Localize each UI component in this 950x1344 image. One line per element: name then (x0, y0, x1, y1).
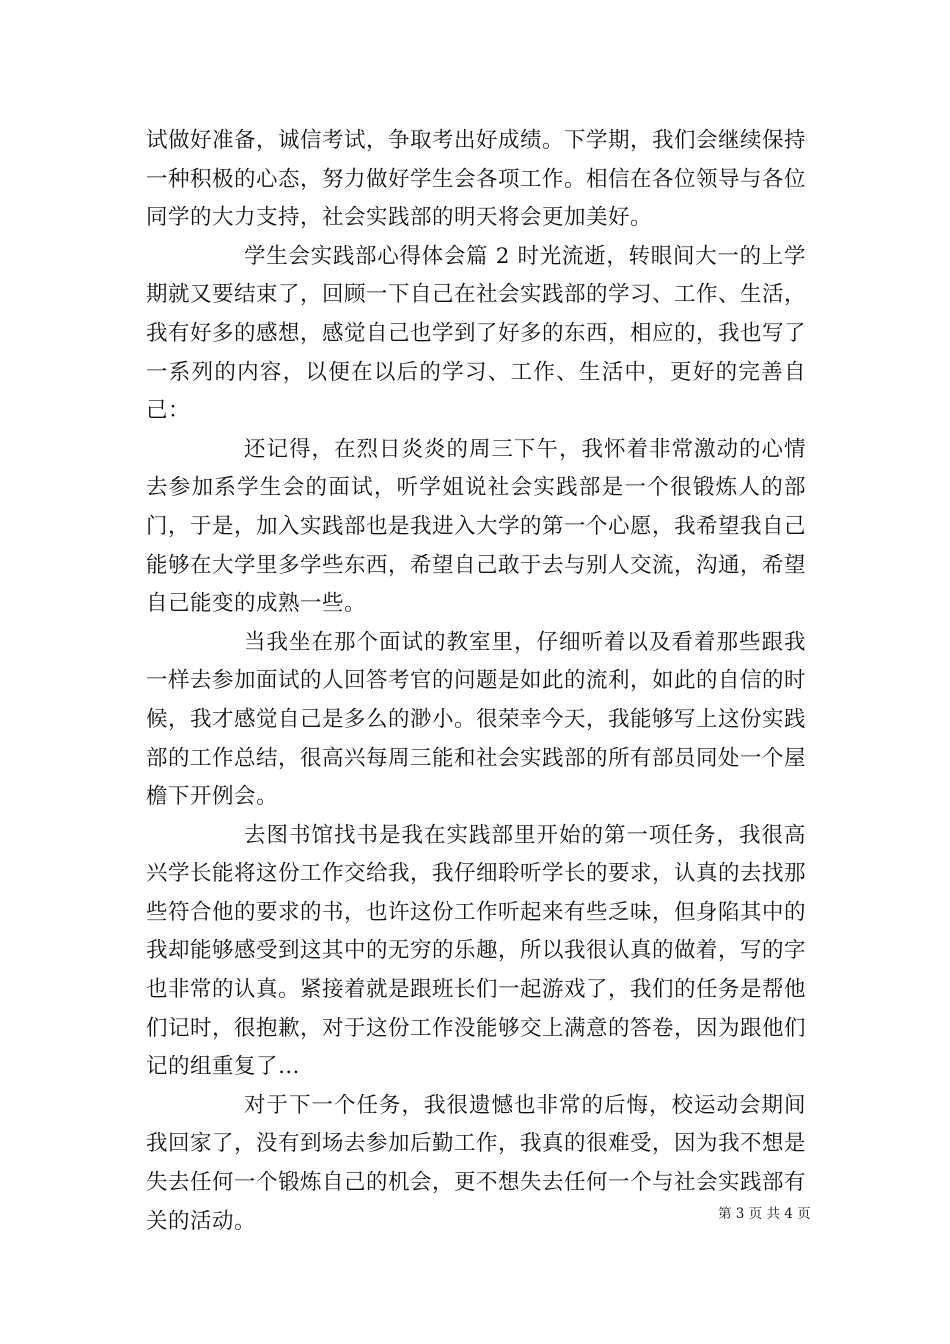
paragraph: 当我坐在那个面试的教室里，仔细听着以及看着那些跟我一样去参加面试的人回答考官的问题是如此的流利，如此的自信的时候，我才感觉自己是多么的渺小。很荣幸今天，我能够写上这份实践部的工作总结，很高兴每周三能和社会实践部的所有部员同处一个屋檐下开例会。 (146, 629, 807, 810)
paragraph: 学生会实践部心得体会篇 2 时光流逝，转眼间大一的上学期就又要结束了，回顾一下自己在社会实践部的学习、工作、生活，我有好多的感想，感觉自己也学到了好多的东西，相应的，我也写了一系列的内容，以便在以后的学习、工作、生活中，更好的完善自己： (146, 243, 807, 424)
paragraph: 还记得，在烈日炎炎的周三下午，我怀着非常激动的心情去参加系学生会的面试，听学姐说社会实践部是一个很锻炼人的部门，于是，加入实践部也是我进入大学的第一个心愿，我希望我自己能够在大学里多学些东西，希望自己敢于去与别人交流，沟通，希望自己能变的成熟一些。 (146, 436, 807, 617)
paragraph: 去图书馆找书是我在实践部里开始的第一项任务，我很高兴学长能将这份工作交给我，我仔细聆听学长的要求，认真的去找那些符合他的要求的书，也许这份工作听起来有些乏味，但身陷其中的我却能够感受到这其中的无穷的乐趣，所以我很认真的做着，写的字也非常的认真。紧接着就是跟班长们一起游戏了，我们的任务是帮他们记时，很抱歉，对于这份工作没能够交上满意的答卷，因为跟他们记的组重复了… (146, 822, 807, 1080)
document-body (146, 122, 806, 1241)
page-number-footer: 第 3 页 共 4 页 (718, 1206, 811, 1222)
paragraph: 对于下一个任务，我很遗憾也非常的后悔，校运动会期间我回家了，没有到场去参加后勤工作，我真的很难受，因为我不想是失去任何一个锻炼自己的机会，更不想失去任何一个与社会实践部有关的活动。 (146, 1092, 807, 1234)
paragraph: 试做好准备，诚信考试，争取考出好成绩。下学期，我们会继续保持一种积极的心态，努力做好学生会各项工作。相信在各位领导与各位同学的大力支持，社会实践部的明天将会更加美好。 (146, 128, 807, 231)
